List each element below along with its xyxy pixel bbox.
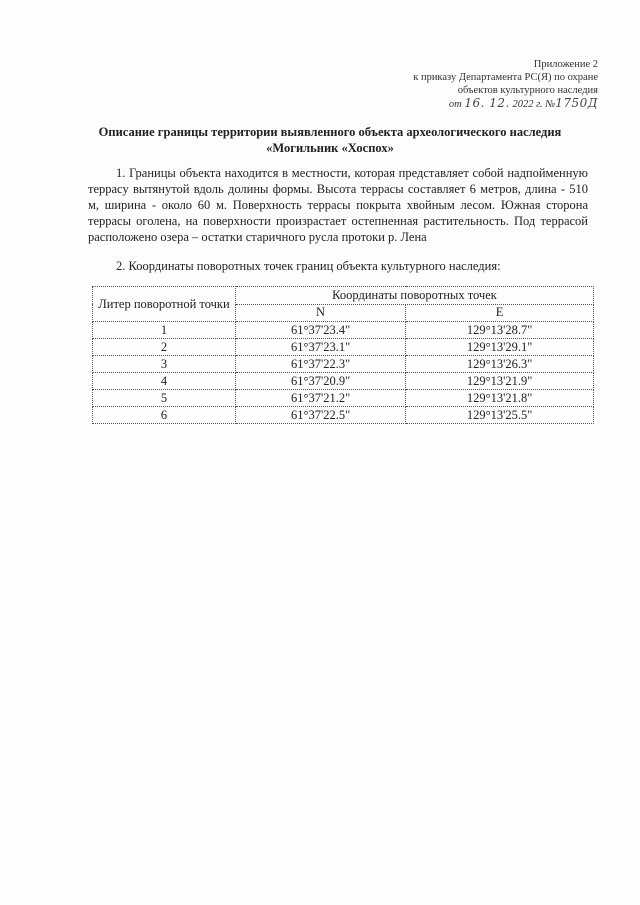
paragraph-1: 1. Границы объекта находится в местности, которая представляет собой надпойменную террасу вытянутой вдоль долины формы. Высота террасы составляет 6 метров, длина - 510 м, ширина - около 60 м. Поверхность террасы покрыта хвойным лесом. Южная сторона террасы оголена, на поверхности произрастает остепненная растительность. Под террасой расположено озера – остатки старичного русла протоки р. Лена bbox=[88, 166, 588, 244]
cell-point: 2 bbox=[93, 339, 236, 356]
handwritten-date: 16. 12. bbox=[464, 96, 510, 110]
cell-point: 1 bbox=[93, 322, 236, 339]
cell-point: 4 bbox=[93, 373, 236, 390]
table-row bbox=[93, 390, 594, 407]
cell-n: 61°37'22.5" bbox=[236, 407, 406, 424]
cell-n: 61°37'22.3" bbox=[236, 356, 406, 373]
table-row bbox=[93, 322, 594, 339]
coordinates-table bbox=[92, 286, 594, 424]
title-line-2: «Могильник «Хоспох» bbox=[266, 141, 394, 155]
paragraph-2: 2. Координаты поворотных точек границ объекта культурного наследия: bbox=[116, 259, 501, 273]
appendix-line-2: к приказу Департамента РС(Я) по охране bbox=[413, 72, 598, 83]
date-prefix: от bbox=[448, 99, 462, 110]
number-prefix: № bbox=[545, 99, 556, 110]
table-row bbox=[93, 407, 594, 424]
appendix-header bbox=[338, 58, 598, 111]
header-liter: Литер поворотной точки bbox=[93, 287, 236, 322]
document-title bbox=[60, 124, 600, 156]
cell-point: 6 bbox=[93, 407, 236, 424]
table-row bbox=[93, 339, 594, 356]
header-coordinates: Координаты поворотных точек bbox=[236, 287, 594, 305]
header-e: E bbox=[406, 304, 594, 322]
cell-e: 129°13'29.1" bbox=[406, 339, 594, 356]
appendix-line-1: Приложение 2 bbox=[533, 59, 598, 70]
table-row bbox=[93, 356, 594, 373]
cell-n: 61°37'21.2" bbox=[236, 390, 406, 407]
appendix-date-line bbox=[338, 97, 598, 111]
cell-e: 129°13'21.9" bbox=[406, 373, 594, 390]
cell-point: 3 bbox=[93, 356, 236, 373]
cell-e: 129°13'21.8" bbox=[406, 390, 594, 407]
cell-n: 61°37'23.4" bbox=[236, 322, 406, 339]
cell-point: 5 bbox=[93, 390, 236, 407]
cell-n: 61°37'20.9" bbox=[236, 373, 406, 390]
table-row bbox=[93, 373, 594, 390]
handwritten-order-number: 1750Д bbox=[555, 96, 598, 110]
cell-e: 129°13'28.7" bbox=[406, 322, 594, 339]
header-n: N bbox=[236, 304, 406, 322]
title-line-1: Описание границы территории выявленного объекта археологического наследия bbox=[98, 125, 562, 139]
cell-n: 61°37'23.1" bbox=[236, 339, 406, 356]
appendix-line-3: объектов культурного наследия bbox=[457, 85, 598, 96]
date-year: 2022 г. bbox=[512, 99, 543, 110]
cell-e: 129°13'25.5" bbox=[406, 407, 594, 424]
cell-e: 129°13'26.3" bbox=[406, 356, 594, 373]
